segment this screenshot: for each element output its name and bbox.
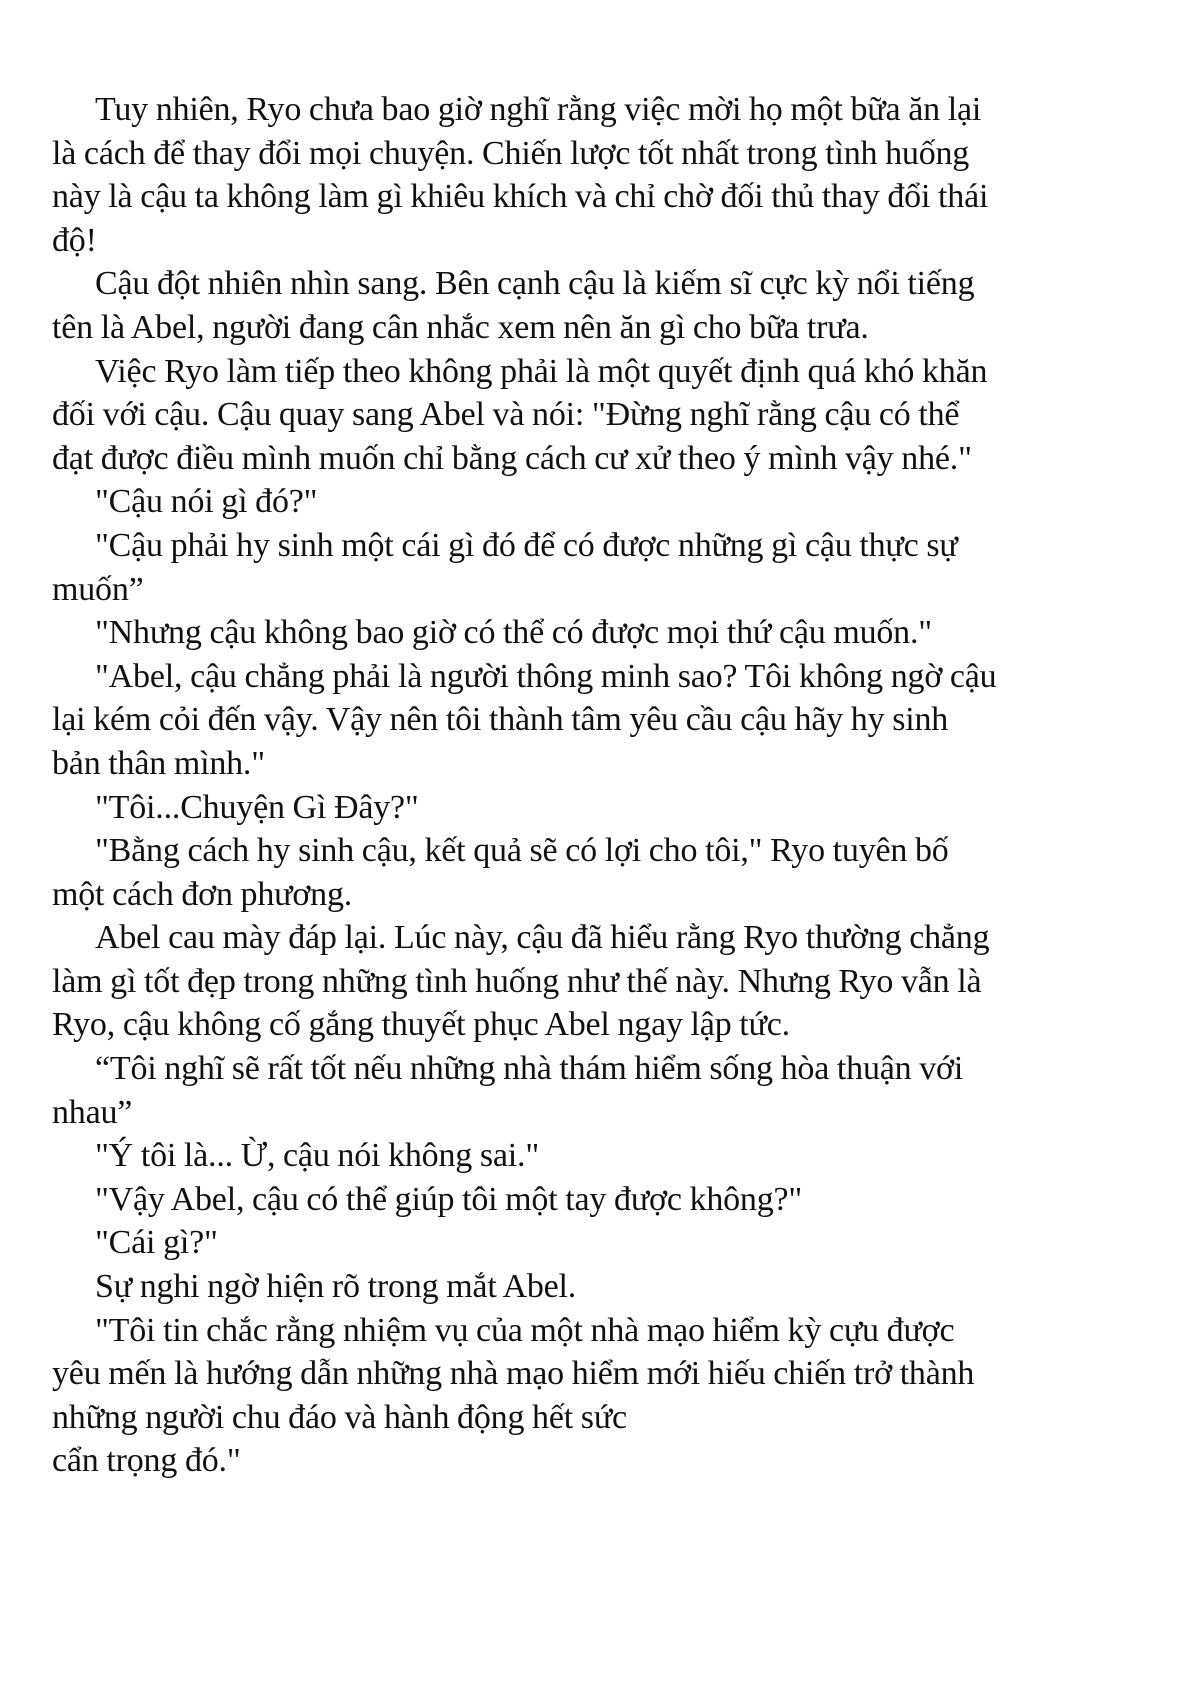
- text-line: độ!: [52, 221, 97, 259]
- text-line: Ryo, cậu không cố gắng thuyết phục Abel ngay lập tức.: [52, 1006, 790, 1044]
- text-line: một cách đơn phương.: [52, 875, 353, 913]
- text-line: "Tôi...Chuyện Gì Đây?": [95, 788, 419, 826]
- text-line: tên là Abel, người đang cân nhắc xem nên ăn gì cho bữa trưa.: [52, 308, 869, 346]
- text-line: Abel cau mày đáp lại. Lúc này, cậu đã hiểu rằng Ryo thường chẳng: [95, 919, 990, 957]
- text-line: "Cái gì?": [95, 1224, 218, 1262]
- text-line: đạt được điều mình muốn chỉ bằng cách cư xử theo ý mình vậy nhé.": [52, 439, 972, 477]
- text-line: "Cậu nói gì đó?": [95, 483, 318, 521]
- text-line: "Ý tôi là... Ừ, cậu nói không sai.": [95, 1137, 540, 1175]
- text-line: Sự nghi ngờ hiện rõ trong mắt Abel.: [95, 1268, 577, 1306]
- text-line: đối với cậu. Cậu quay sang Abel và nói: "Đừng nghĩ rằng cậu có thể: [52, 396, 960, 434]
- text-line: "Nhưng cậu không bao giờ có thể có được mọi thứ cậu muốn.": [95, 614, 932, 652]
- text-line: này là cậu ta không làm gì khiêu khích và chỉ chờ đối thủ thay đổi thái: [52, 178, 989, 216]
- text-line: là cách để thay đổi mọi chuyện. Chiến lược tốt nhất trong tình huống: [52, 134, 970, 172]
- text-line: muốn”: [52, 570, 144, 608]
- text-line: "Abel, cậu chẳng phải là người thông minh sao? Tôi không ngờ cậu: [95, 657, 997, 695]
- text-line: Tuy nhiên, Ryo chưa bao giờ nghĩ rằng việc mời họ một bữa ăn lại: [95, 91, 982, 128]
- text-line: "Vậy Abel, cậu có thể giúp tôi một tay được không?": [95, 1180, 803, 1218]
- text-line: lại kém cỏi đến vậy. Vậy nên tôi thành tâm yêu cầu cậu hãy hy sinh: [52, 701, 949, 739]
- text-line: những người chu đáo và hành động hết sức: [52, 1398, 627, 1436]
- body-text: [52, 88, 1162, 1483]
- text-line: nhau”: [52, 1093, 133, 1131]
- text-line: yêu mến là hướng dẫn những nhà mạo hiểm mới hiếu chiến trở thành: [52, 1355, 975, 1393]
- text-line: làm gì tốt đẹp trong những tình huống như thế này. Nhưng Ryo vẫn là: [52, 962, 982, 1000]
- text-line: Việc Ryo làm tiếp theo không phải là một quyết định quá khó khăn: [95, 352, 988, 390]
- text-line: "Bằng cách hy sinh cậu, kết quả sẽ có lợi cho tôi," Ryo tuyên bố: [95, 832, 949, 870]
- text-line: "Cậu phải hy sinh một cái gì đó để có được những gì cậu thực sự: [95, 526, 958, 564]
- text-line: “Tôi nghĩ sẽ rất tốt nếu những nhà thám hiểm sống hòa thuận với: [95, 1050, 964, 1088]
- text-line: bản thân mình.": [52, 744, 265, 782]
- text-line: Cậu đột nhiên nhìn sang. Bên cạnh cậu là kiếm sĩ cực kỳ nổi tiếng: [95, 265, 975, 303]
- text-line: cẩn trọng đó.": [52, 1442, 241, 1480]
- text-line: "Tôi tin chắc rằng nhiệm vụ của một nhà mạo hiểm kỳ cựu được: [95, 1311, 955, 1349]
